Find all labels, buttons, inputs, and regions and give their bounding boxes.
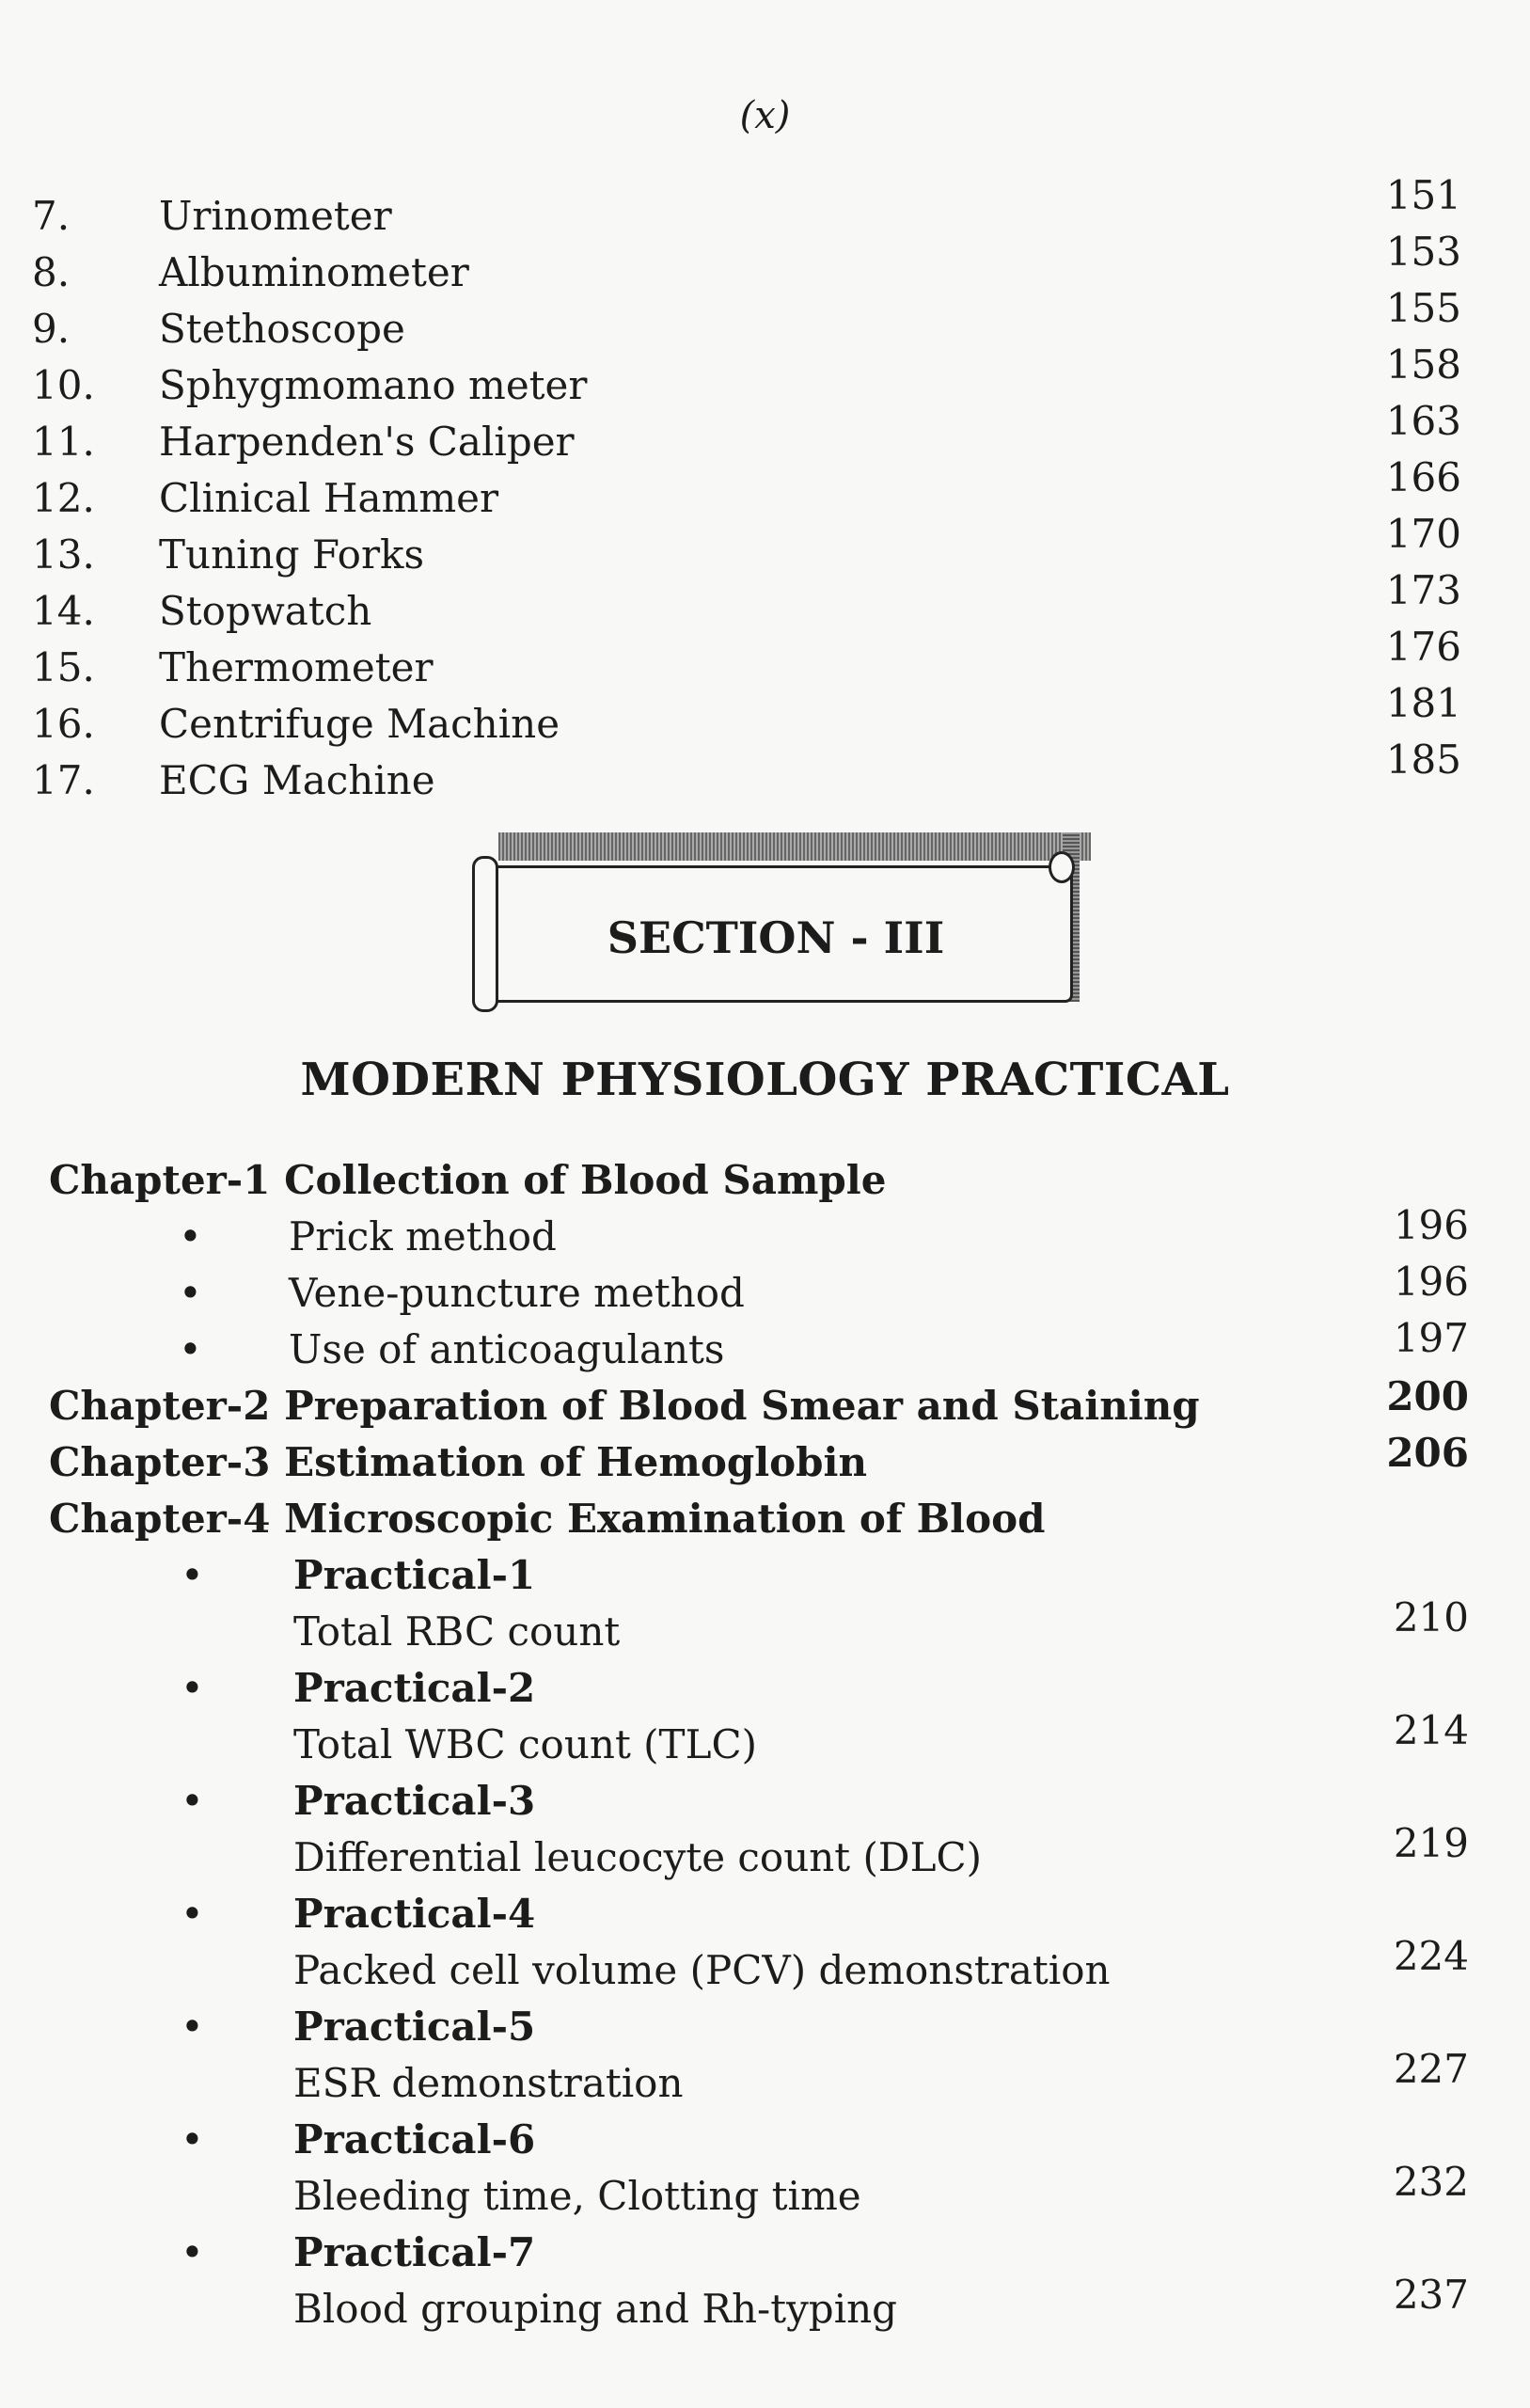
practical-title: Practical-3 [293,1778,536,1824]
chapter-page: 200 [1386,1373,1469,1419]
toc-entry [32,285,1461,357]
chapter-heading [49,1152,1469,1209]
section-title: MODERN PHYSIOLOGY PRACTICAL [300,1054,1230,1106]
section-banner [480,832,1072,1030]
chapter-title: Chapter-3 Estimation of Hemoglobin [49,1439,868,1485]
item-page: 196 [1393,1259,1469,1305]
entry-number: 13. [32,531,95,578]
bullet-icon: • [181,1891,204,1937]
chapter-title: Chapter-4 Microscopic Examination of Blood [49,1496,1046,1542]
bullet-icon: • [179,1213,202,1259]
practical-text: Total RBC count [293,1608,621,1655]
practical-item [49,1660,1469,1773]
entry-title: Clinical Hammer [159,475,499,521]
practical-page: 232 [1393,2159,1469,2205]
chapter-list [49,1152,1469,2337]
toc-entry [32,229,1461,301]
bullet-icon: • [181,1778,204,1824]
practical-title: Practical-7 [293,2229,536,2275]
practical-item [49,1999,1469,2112]
practical-text: Blood grouping and Rh-typing [293,2286,898,2332]
list-item [49,1202,1469,1265]
bullet-icon: • [181,1665,204,1711]
practical-page: 210 [1393,1594,1469,1640]
practical-text: ESR demonstration [293,2060,684,2106]
item-page: 196 [1393,1202,1469,1248]
entry-title: Centrifuge Machine [159,701,560,747]
entry-number: 7. [32,193,71,239]
chapter-page: 206 [1386,1430,1469,1476]
toc-entry [32,172,1461,245]
toc-entry [32,680,1461,752]
toc-entry [32,624,1461,696]
section-label: SECTION - III [607,912,945,963]
bullet-icon: • [181,2116,204,2162]
instrument-list [32,172,1461,809]
toc-entry [32,454,1461,527]
entry-page: 163 [1385,398,1461,444]
chapter-heading [49,1491,1469,1547]
bullet-icon: • [181,2004,204,2050]
bullet-icon: • [181,1552,204,1598]
bullet-icon: • [181,2229,204,2275]
entry-number: 17. [32,757,95,803]
practical-item [49,1886,1469,1999]
practical-text: Bleeding time, Clotting time [293,2173,861,2219]
entry-title: Harpenden's Caliper [159,419,575,465]
list-item [49,1259,1469,1322]
practical-title: Practical-1 [293,1552,536,1598]
entry-page: 185 [1385,737,1461,783]
entry-number: 12. [32,475,95,521]
entry-page: 153 [1385,229,1461,275]
practical-item [49,2112,1469,2225]
entry-title: Stethoscope [159,306,405,352]
item-text: Vene-puncture method [289,1270,745,1316]
toc-entry [32,511,1461,583]
practical-title: Practical-5 [293,2004,536,2050]
chapter-heading [49,1373,1469,1434]
list-item [49,1315,1469,1378]
entry-title: Tuning Forks [159,531,425,578]
entry-page: 166 [1385,454,1461,500]
entry-number: 11. [32,419,95,465]
entry-title: Sphygmomano meter [159,362,588,408]
entry-number: 9. [32,306,71,352]
bullet-icon: • [179,1270,202,1316]
practical-text: Packed cell volume (PCV) demonstration [293,1947,1111,1993]
practical-page: 237 [1393,2272,1469,2318]
chapter-title: Chapter-2 Preparation of Blood Smear and Staining [49,1383,1200,1429]
practical-title: Practical-2 [293,1665,536,1711]
practical-title: Practical-6 [293,2116,536,2162]
practical-title: Practical-4 [293,1891,536,1937]
entry-page: 176 [1385,624,1461,670]
entry-title: Stopwatch [159,588,372,634]
practical-page: 224 [1393,1933,1469,1979]
entry-page: 173 [1385,567,1461,613]
entry-page: 170 [1385,511,1461,557]
practical-item [49,1773,1469,1886]
entry-number: 10. [32,362,95,408]
page-number: (x) [739,94,791,137]
entry-page: 151 [1385,172,1461,218]
entry-title: Albuminometer [159,249,469,295]
scroll-roll-right [1049,851,1075,883]
item-text: Use of anticoagulants [289,1326,725,1372]
toc-entry [32,567,1461,640]
banner-shadow [498,832,1091,861]
entry-title: Thermometer [159,644,434,690]
practical-page: 219 [1393,1820,1469,1866]
practical-item [49,2225,1469,2337]
item-text: Prick method [289,1213,557,1259]
entry-page: 158 [1385,341,1461,388]
toc-entry [32,398,1461,470]
entry-title: Urinometer [159,193,392,239]
entry-page: 181 [1385,680,1461,726]
entry-number: 8. [32,249,71,295]
entry-page: 155 [1385,285,1461,331]
entry-number: 15. [32,644,95,690]
bullet-icon: • [179,1326,202,1372]
practical-item [49,1547,1469,1660]
entry-number: 16. [32,701,95,747]
practical-text: Differential leucocyte count (DLC) [293,1834,983,1880]
practical-page: 227 [1393,2046,1469,2092]
chapter-heading [49,1430,1469,1491]
toc-entry [32,341,1461,414]
practical-page: 214 [1393,1707,1469,1753]
toc-entry [32,737,1461,809]
entry-number: 14. [32,588,95,634]
practical-text: Total WBC count (TLC) [293,1721,757,1767]
entry-title: ECG Machine [159,757,435,803]
item-page: 197 [1393,1315,1469,1361]
chapter-title: Chapter-1 Collection of Blood Sample [49,1157,887,1203]
